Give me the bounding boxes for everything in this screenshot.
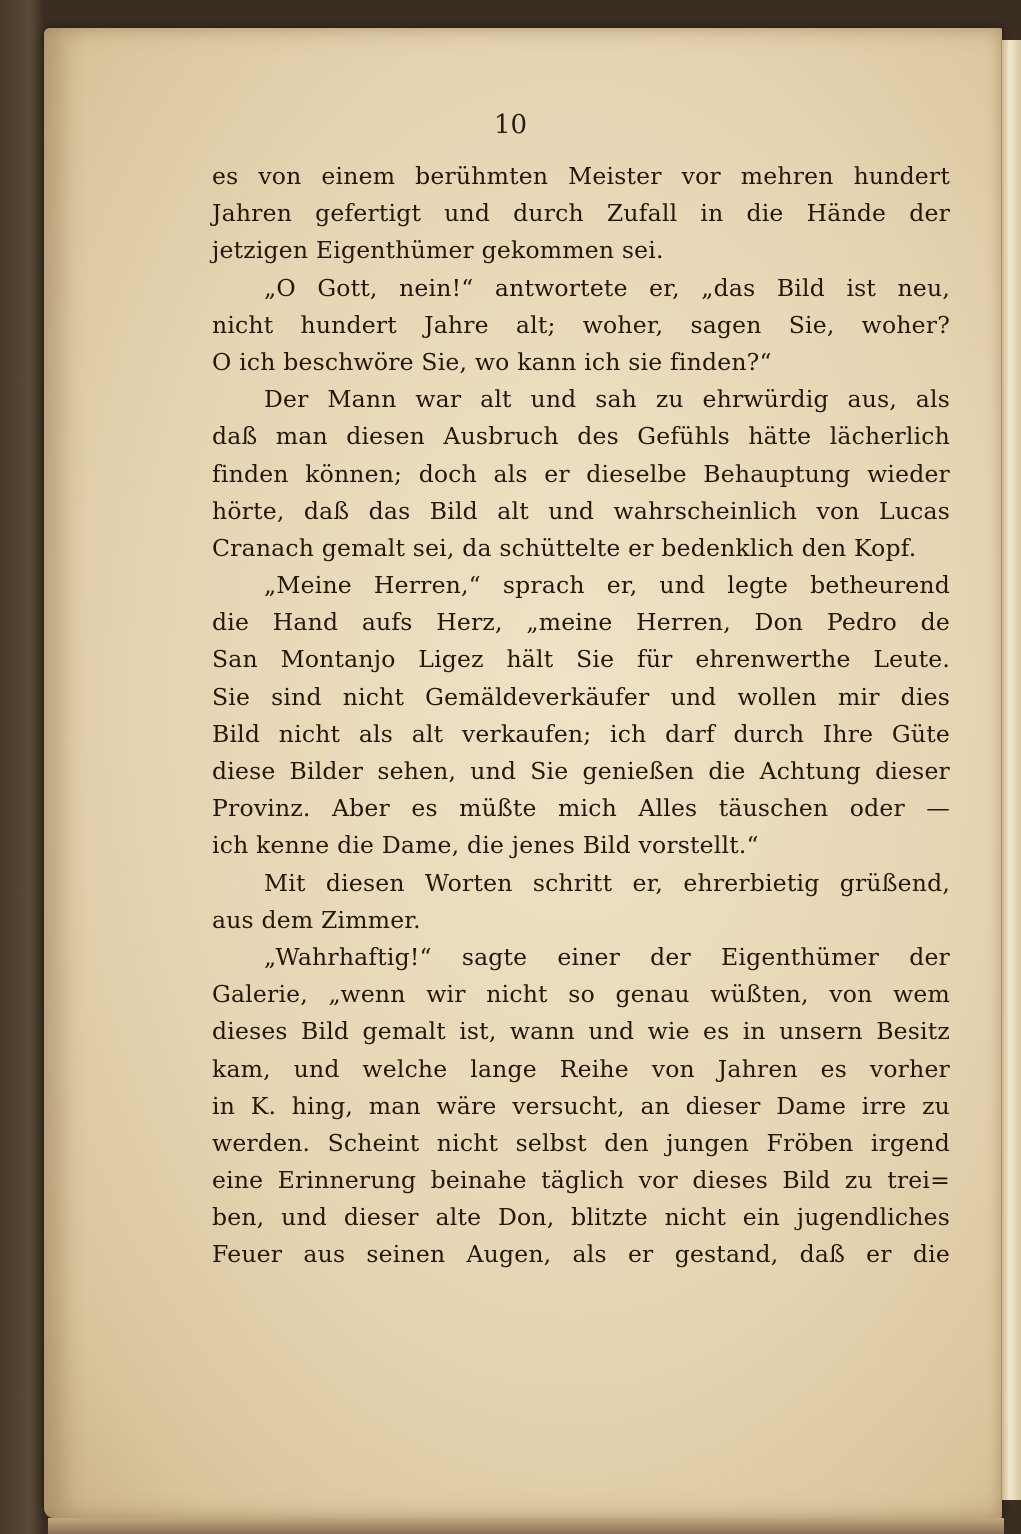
text-line: ben, und dieser alte Don, blitzte nicht ein jugendliches — [212, 1203, 950, 1232]
text-line: Bild nicht als alt verkaufen; ich darf durch Ihre Güte — [212, 719, 950, 748]
text-line: werden. Scheint nicht selbst den jungen Fröben irgend — [212, 1128, 950, 1157]
text-line: es von einem berühmten Meister vor mehren hundert — [212, 162, 950, 190]
text-line: Feuer aus seinen Augen, als er gestand, daß er die — [212, 1240, 950, 1269]
text-line: Cranach gemalt sei, da schüttelte er bedenklich den Kopf. — [212, 533, 917, 562]
text-line: aus dem Zimmer. — [212, 905, 421, 934]
text-line: die Hand aufs Herz, „meine Herren, Don Pedro de — [212, 608, 950, 637]
text-line: kam, und welche lange Reihe von Jahren es vorher — [212, 1054, 950, 1083]
text-line: daß man diesen Ausbruch des Gefühls hätte lächerlich — [212, 422, 950, 451]
text-line: Galerie, „wenn wir nicht so genau wüßten, von wem — [212, 980, 950, 1009]
book-bottom-edge — [48, 1518, 1004, 1534]
text-line: Der Mann war alt und sah zu ehrwürdig aus, als — [264, 385, 950, 414]
text-line: hörte, daß das Bild alt und wahrscheinlich von Lucas — [212, 496, 950, 525]
text-line: „Meine Herren,“ sprach er, und legte betheurend — [264, 571, 950, 600]
text-line: Jahren gefertigt und durch Zufall in die Hände der — [212, 199, 950, 228]
text-line: San Montanjo Ligez hält Sie für ehrenwerthe Leute. — [212, 645, 950, 674]
text-line: finden können; doch als er dieselbe Behauptung wieder — [212, 459, 950, 488]
text-line: Sie sind nicht Gemäldeverkäufer und wollen mir dies — [212, 682, 950, 711]
text-line: dieses Bild gemalt ist, wann und wie es in unsern Besitz — [212, 1017, 950, 1046]
page-edge — [1001, 40, 1021, 1500]
body-text — [212, 158, 950, 1274]
text-line: O ich beschwöre Sie, wo kann ich sie finden?“ — [212, 347, 772, 376]
text-line: „O Gott, nein!“ antwortete er, „das Bild ist neu, — [264, 273, 950, 302]
text-line: in K. hing, man wäre versucht, an dieser Dame irre zu — [212, 1091, 950, 1120]
text-line: „Wahrhaftig!“ sagte einer der Eigenthümer der — [264, 942, 950, 971]
text-line: Provinz. Aber es müßte mich Alles täuschen oder — — [212, 794, 950, 823]
text-line: nicht hundert Jahre alt; woher, sagen Sie, woher? — [212, 310, 950, 339]
text-line: eine Erinnerung beinahe täglich vor dieses Bild zu trei= — [212, 1166, 950, 1195]
text-line: Mit diesen Worten schritt er, ehrerbietig grüßend, — [264, 868, 950, 897]
text-line: jetzigen Eigenthümer gekommen sei. — [212, 236, 664, 265]
page-number: 10 — [493, 110, 528, 140]
text-line: diese Bilder sehen, und Sie genießen die Achtung dieser — [212, 757, 950, 785]
text-line: ich kenne die Dame, die jenes Bild vorstellt.“ — [212, 831, 759, 860]
